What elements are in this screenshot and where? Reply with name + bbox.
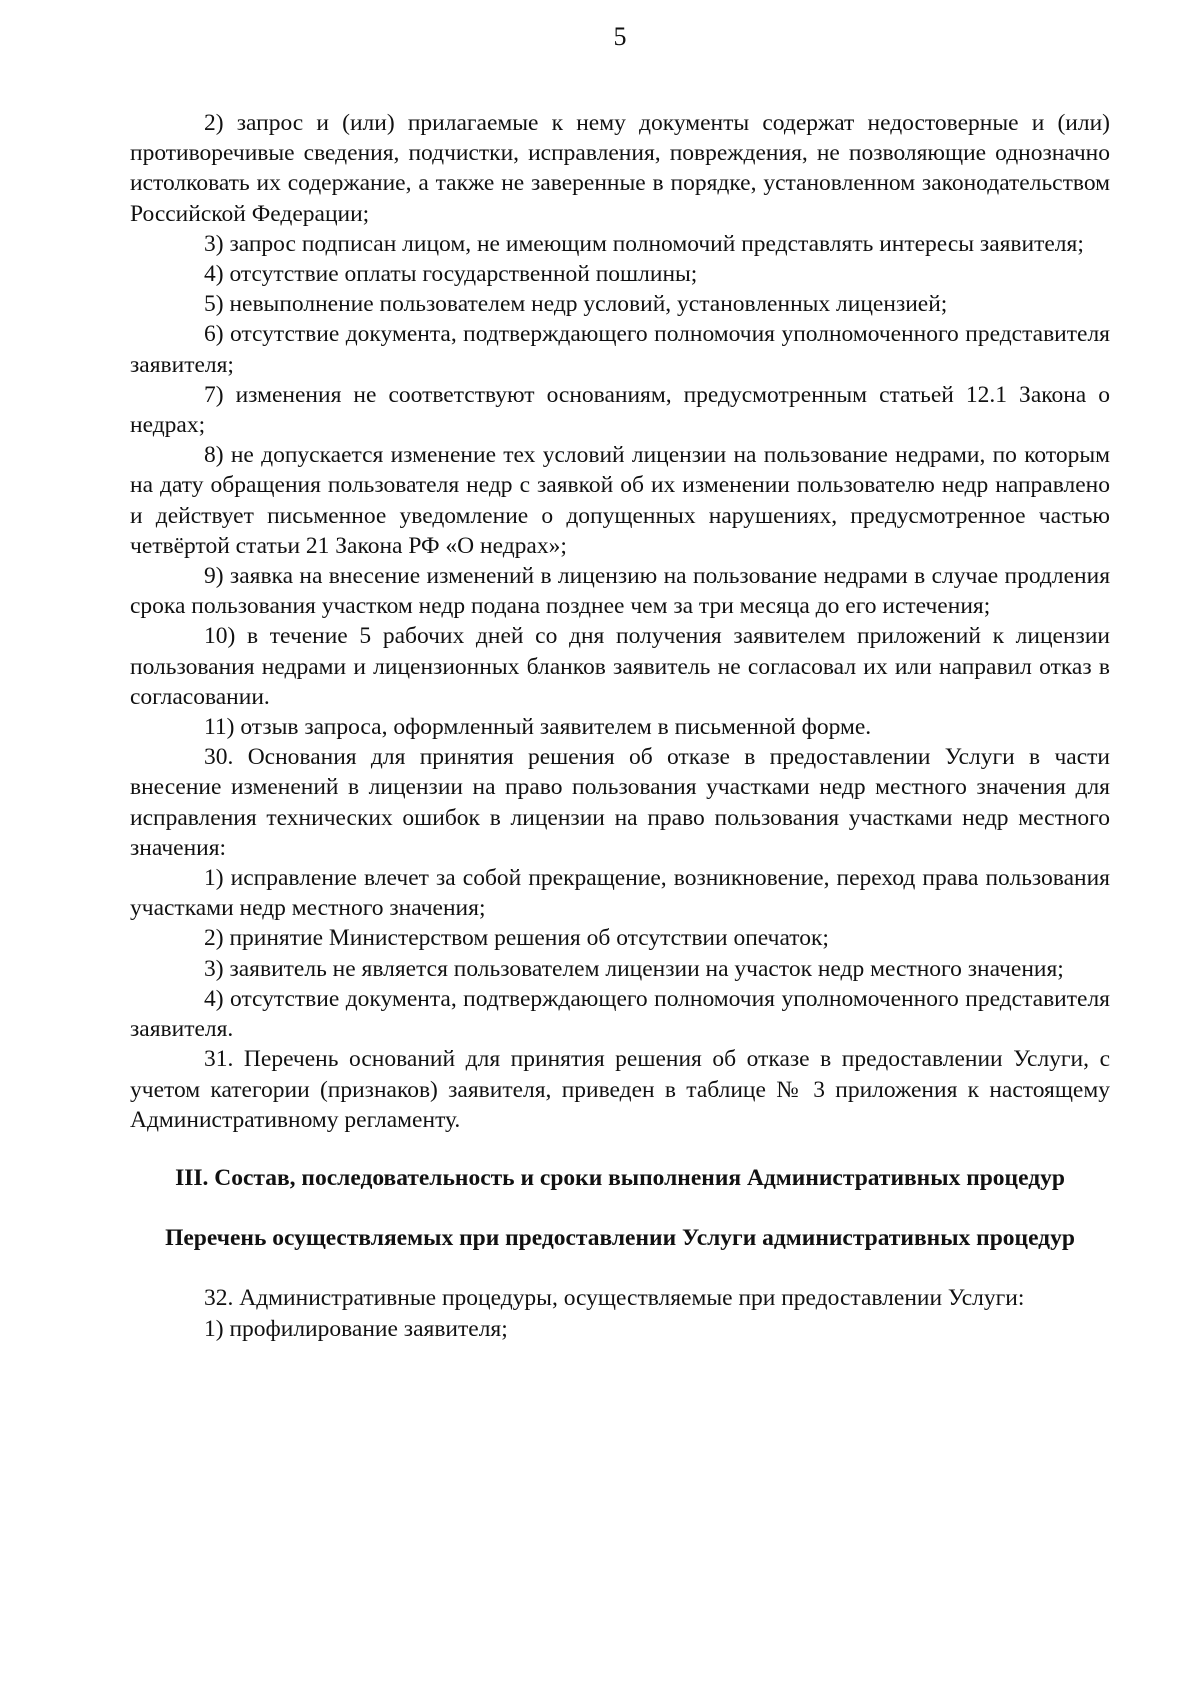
paragraph-item-11-withdrawal: 11) отзыв запроса, оформленный заявителем в письменной форме. (204, 714, 872, 741)
paragraph-30-item-2: 2) принятие Министерством решения об отсутствии опечаток; (204, 925, 829, 952)
paragraph-30-item-4: 4) отсутствие документа, подтверждающего полномочия уполномоченного представителя заявителя. (130, 985, 1110, 1043)
paragraph-item-6-no-authority-document: 6) отсутствие документа, подтверждающего полномочия уполномоченного представителя заявителя; (130, 321, 1110, 378)
paragraph-item-8-change-not-allowed: 8) не допускается изменение тех условий лицензии на пользование недрами, по которым на дату обращения пользователя недр с заявкой об их изменении пользователю недр направлено и действует письменное уведомление о допущенных нарушениях, предусмотренное частью четвёртой статьи 21 Закона РФ «О недрах»; (130, 442, 1110, 559)
paragraph-item-10-not-approved: 10) в течение 5 рабочих дней со дня получения заявителем приложений к лицензии пользования недрами и лицензионных бланков заявитель не согласовал их или направил отказ в согласовании. (130, 623, 1110, 710)
paragraph-30-refusal-grounds: 30. Основания для принятия решения об отказе в предоставлении Услуги в части внесение изменений в лицензии на право пользования участками недр местного значения для исправления технических ошибок в лицензии на право пользования участками недр местного значения: (130, 744, 1110, 861)
paragraph-31-list-reference: 31. Перечень оснований для принятия решения об отказе в предоставлении Услуги, с учетом категории (признаков) заявителя, приведен в таблице № 3 приложения к настоящему Административному регламенту. (130, 1046, 1110, 1133)
paragraph-32-item-1: 1) профилирование заявителя; (204, 1315, 508, 1342)
paragraph-item-2-false-info: 2) запрос и (или) прилагаемые к нему документы содержат недостоверные и (или) противоречивые сведения, подчистки, исправления, повреждения, не позволяющие однозначно истолковать их содержание, а также не заверенные в порядке, установленном законодательством Российской Федерации; (130, 110, 1110, 227)
paragraph-item-7-no-grounds: 7) изменения не соответствуют основаниям, предусмотренным статьей 12.1 Закона о недрах; (130, 381, 1110, 439)
paragraph-item-9-late-application: 9) заявка на внесение изменений в лицензию на пользование недрами в случае продления срока пользования участком недр подана позднее чем за три месяца до его истечения; (130, 563, 1110, 620)
paragraph-item-5-license-violation: 5) невыполнение пользователем недр условий, установленных лицензией; (204, 291, 948, 318)
paragraph-30-item-1: 1) исправление влечет за собой прекращение, возникновение, переход права пользования участками недр местного значения; (130, 865, 1110, 922)
paragraph-item-4-no-fee: 4) отсутствие оплаты государственной пошлины; (204, 261, 698, 288)
paragraph-item-3-unauthorized-signer: 3) запрос подписан лицом, не имеющим полномочий представлять интересы заявителя; (204, 230, 1084, 257)
paragraph-30-item-3: 3) заявитель не является пользователем лицензии на участок недр местного значения; (204, 955, 1064, 982)
subsection-heading: Перечень осуществляемых при предоставлении Услуги административных процедур (165, 1225, 1075, 1252)
section-heading: III. Состав, последовательность и сроки выполнения Административных процедур (175, 1164, 1065, 1191)
paragraph-32-procedures: 32. Административные процедуры, осуществляемые при предоставлении Услуги: (204, 1285, 1025, 1312)
document-body (130, 108, 1110, 1344)
page-number: 5 (613, 22, 627, 51)
